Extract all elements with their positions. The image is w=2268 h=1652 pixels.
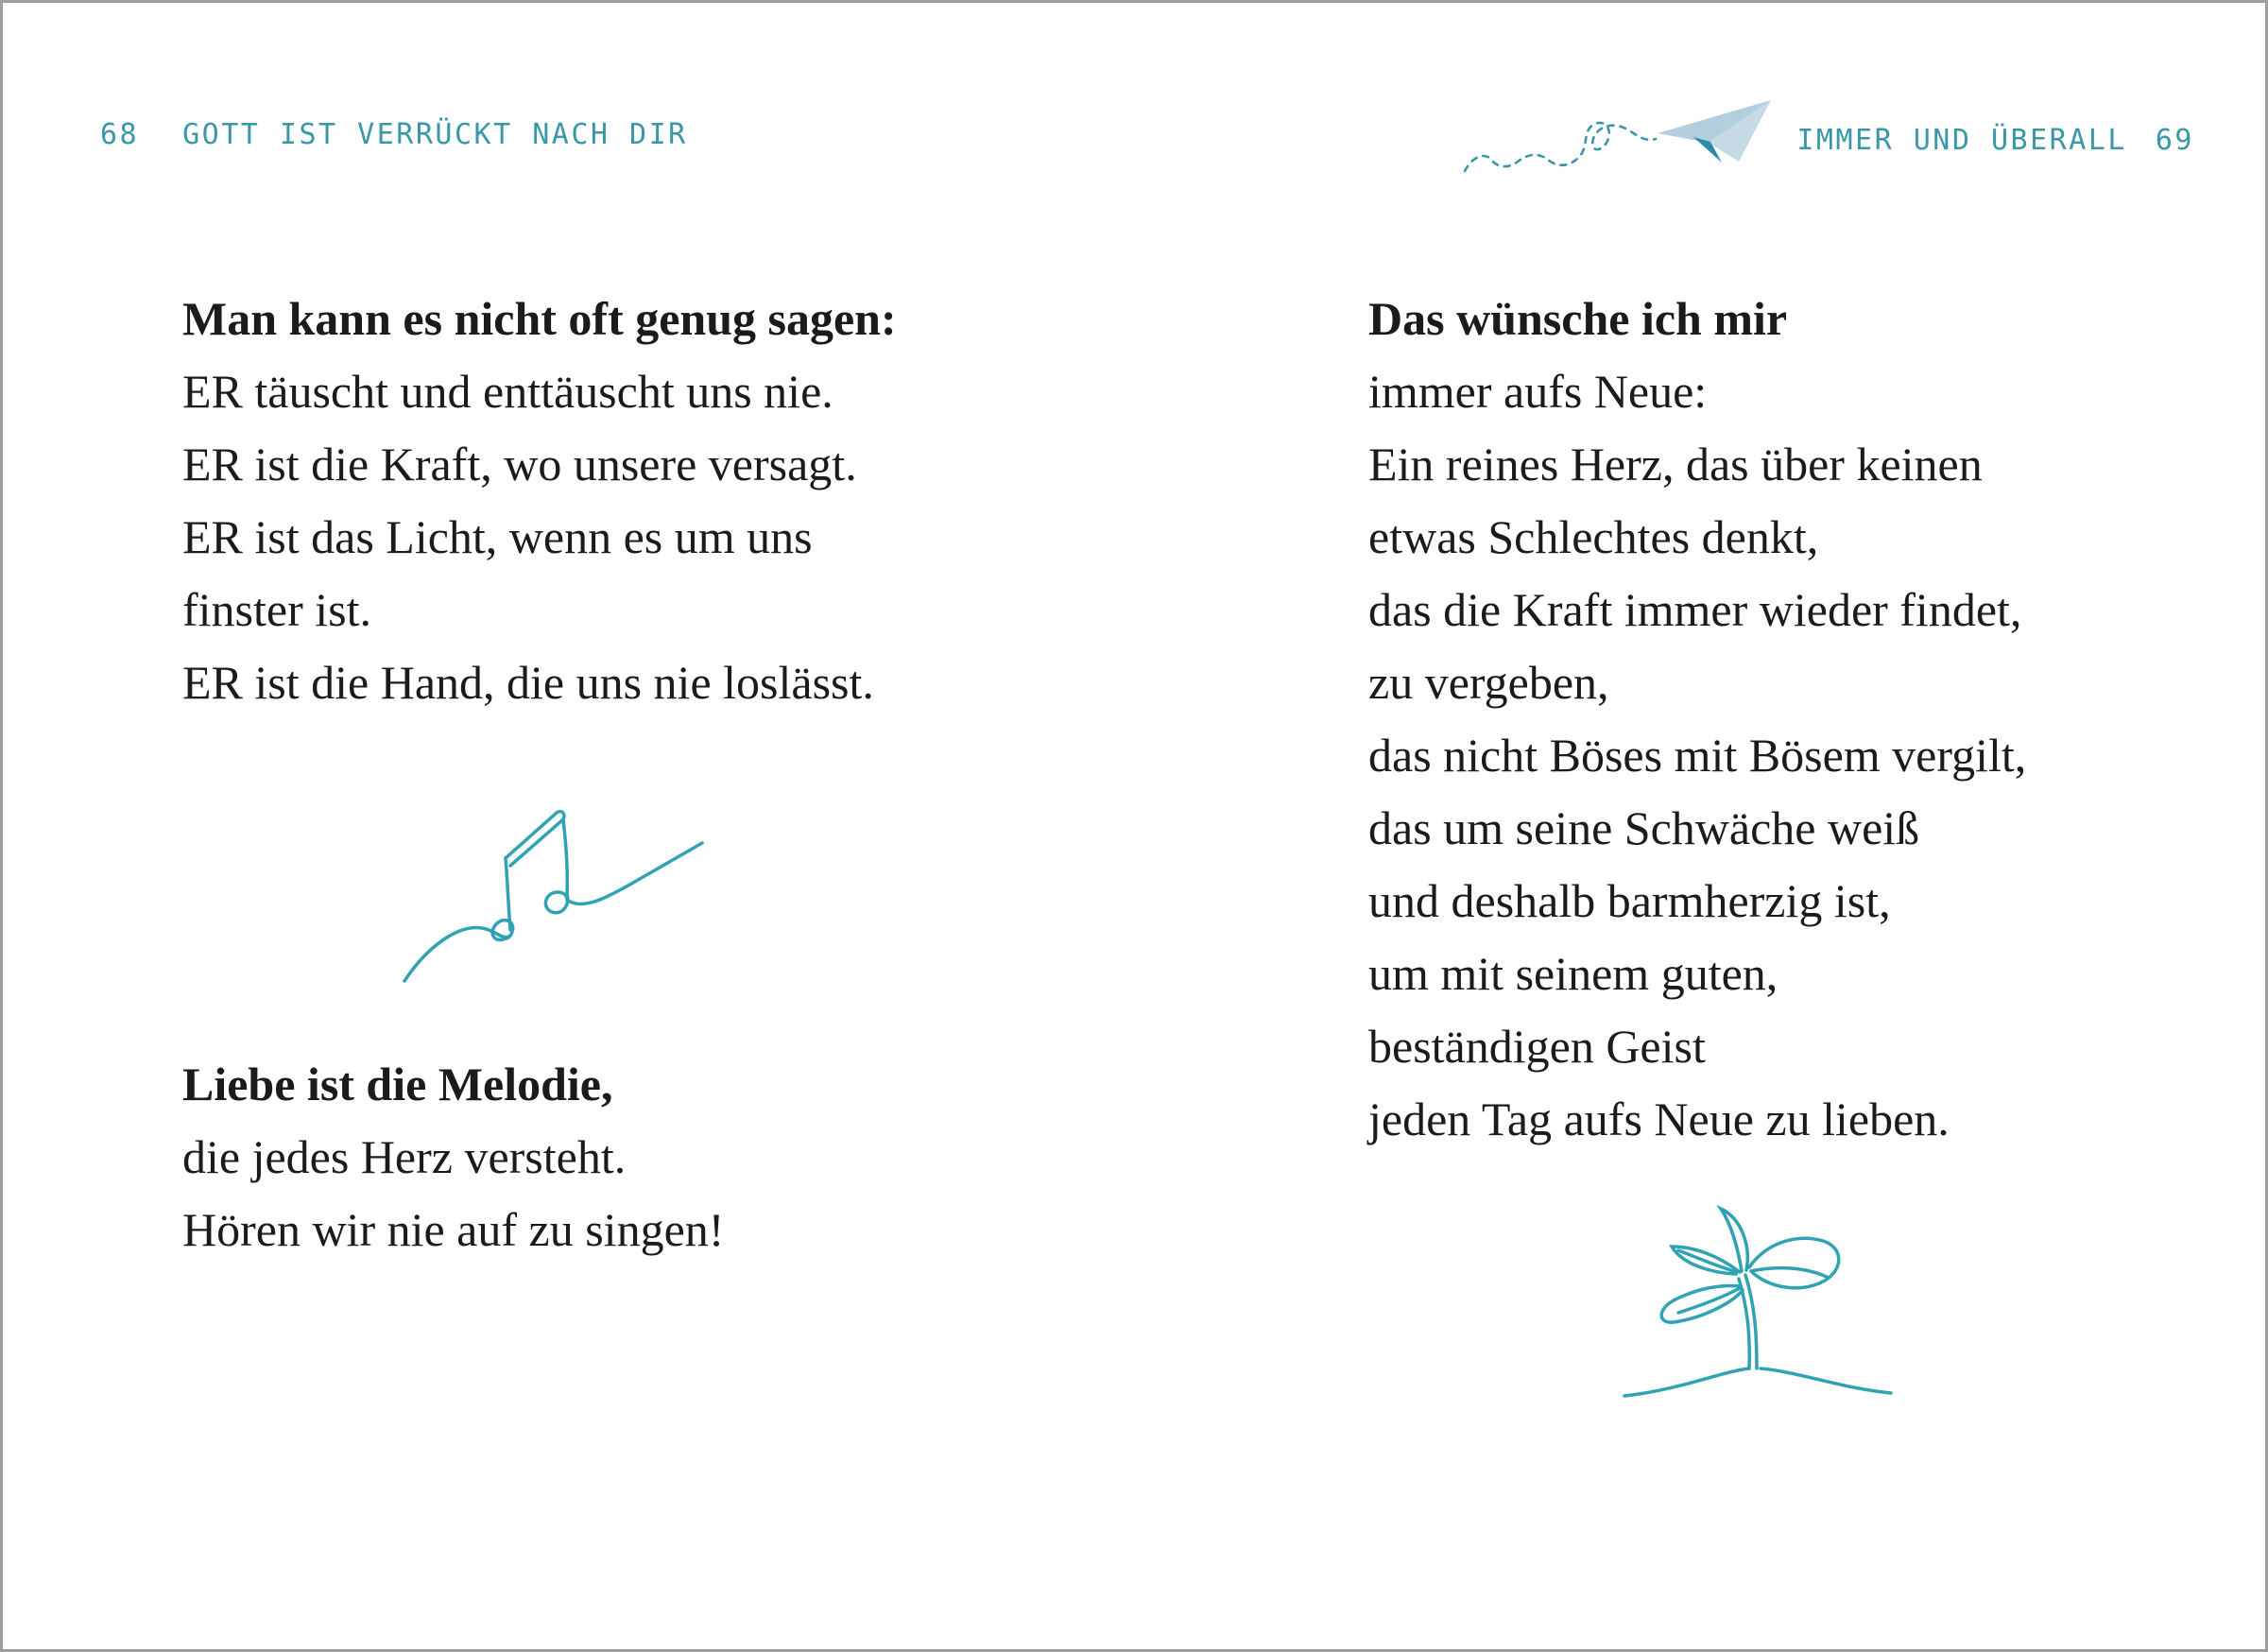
poem-line: zu vergeben, bbox=[1368, 656, 1609, 709]
right-page-number: 69 bbox=[2155, 124, 2194, 157]
left-running-header bbox=[100, 116, 688, 154]
poem-line: finster ist. bbox=[182, 583, 371, 636]
poem-line: das die Kraft immer wieder findet, bbox=[1368, 583, 2022, 636]
poem-line: Ein reines Herz, das über keinen bbox=[1368, 438, 1983, 490]
poem-line: die jedes Herz versteht. bbox=[182, 1130, 627, 1183]
left-chapter-title: GOTT IST VERRÜCKT NACH DIR bbox=[182, 118, 688, 151]
poem-line: ER ist die Hand, die uns nie loslässt. bbox=[182, 656, 874, 709]
poem-line: ER täuscht und enttäuscht uns nie. bbox=[182, 365, 833, 418]
paper-plane-icon bbox=[1457, 94, 1783, 188]
poem-line: immer aufs Neue: bbox=[1368, 365, 1708, 418]
poem-line: das um seine Schwäche weiß bbox=[1368, 801, 1920, 854]
poem-line: ER ist die Kraft, wo unsere versagt. bbox=[182, 438, 857, 490]
right-running-header bbox=[1457, 94, 2194, 188]
poem-right bbox=[1368, 283, 2026, 1156]
seedling-illustration bbox=[1607, 1173, 1924, 1404]
right-chapter-title: IMMER UND ÜBERALL bbox=[1796, 124, 2127, 157]
poem-line: jeden Tag aufs Neue zu lieben. bbox=[1368, 1093, 1950, 1145]
poem-line: um mit seinem guten, bbox=[1368, 947, 1778, 1000]
music-notes-illustration bbox=[395, 801, 712, 990]
poem-left-second bbox=[182, 1048, 724, 1266]
poem-line: ER ist das Licht, wenn es um uns bbox=[182, 510, 813, 563]
poem-left-first bbox=[182, 283, 897, 719]
poem-heading: Man kann es nicht oft genug sagen: bbox=[182, 292, 897, 345]
poem-line: Hören wir nie auf zu singen! bbox=[182, 1203, 725, 1256]
poem-heading: Liebe ist die Melodie, bbox=[182, 1058, 613, 1110]
poem-line: und deshalb barmherzig ist, bbox=[1368, 874, 1891, 927]
poem-line: beständigen Geist bbox=[1368, 1020, 1706, 1073]
poem-heading: Das wünsche ich mir bbox=[1368, 292, 1788, 345]
poem-line: etwas Schlechtes denkt, bbox=[1368, 510, 1819, 563]
left-page-number: 68 bbox=[100, 118, 140, 151]
poem-line: das nicht Böses mit Bösem vergilt, bbox=[1368, 729, 2027, 782]
